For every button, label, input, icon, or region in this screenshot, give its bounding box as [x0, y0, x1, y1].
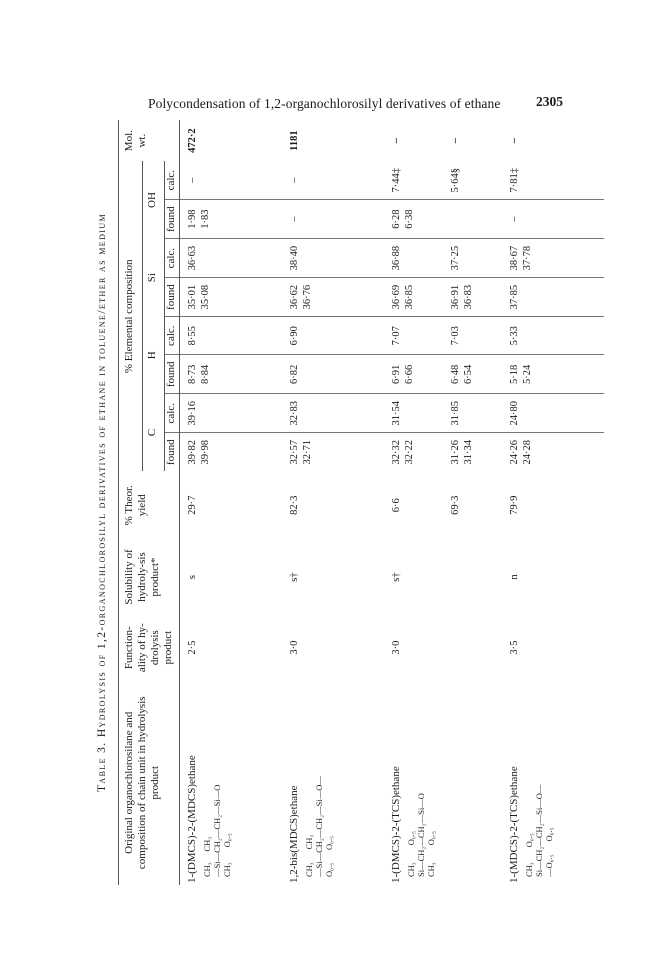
- header-functionality: Function-ality of hy-drolysis product: [119, 615, 180, 681]
- header-oh-found: found: [164, 200, 179, 239]
- table-row: [502, 120, 604, 885]
- c-found: 32·57 32·71: [289, 440, 313, 465]
- formula-o05: O₀.₅: [426, 831, 436, 846]
- header-si-found: found: [164, 278, 179, 317]
- si-found: 37·85: [502, 278, 604, 317]
- compound-name: 1-(MDCS)-2-(TCS)ethane: [508, 766, 520, 883]
- solubility-value: s†: [391, 572, 402, 582]
- table-row: [180, 120, 283, 885]
- formula-si: Si: [534, 869, 544, 877]
- solubility-value: n: [509, 574, 520, 580]
- formula-structure: CH₃ CH₃ —Si—CH₂—CH₂—Si—O— O₀.₅ O₀.₅: [304, 776, 334, 877]
- yield-value: 82·3: [289, 495, 300, 515]
- formula-si: Si: [314, 799, 324, 807]
- header-c-found: found: [164, 433, 179, 472]
- functionality-value: 3·0: [391, 640, 402, 655]
- h-found: 6·91 6·66: [384, 355, 443, 394]
- solubility-value: s: [187, 574, 198, 580]
- mol-wt: –: [450, 138, 461, 144]
- oh-found: [443, 200, 502, 239]
- formula-si: Si: [534, 807, 544, 815]
- c-calc: 39·16: [180, 394, 283, 433]
- h-found: 8·73 8·84: [180, 355, 283, 394]
- formula-o05: O₀.₅: [406, 831, 416, 846]
- si-calc: 37·25: [443, 239, 502, 278]
- table-caption: Table 3. Hydrolysis of 1,2-organochlorosilyl derivatives of ethane in toluene/ether as medium: [96, 212, 108, 793]
- c-calc: 31·85: [443, 394, 502, 433]
- formula-ch2: CH₂: [534, 823, 544, 839]
- oh-calc: 7·44‡: [384, 161, 443, 199]
- header-h-calc: calc.: [164, 317, 179, 355]
- formula-ch2: CH₂: [212, 814, 222, 830]
- formula-ch3: CH₃: [202, 862, 212, 877]
- formula-o05: O₀.₅: [222, 833, 232, 848]
- c-found: 32·32 32·22: [391, 440, 415, 465]
- yield-value: 69·3: [450, 495, 461, 515]
- header-oh: OH: [142, 161, 164, 238]
- compound-name: 1-(DMCS)-2-(MDCS)ethane: [186, 755, 198, 883]
- si-found: 36·69 36·85: [384, 278, 443, 317]
- page-number: 2305: [536, 94, 563, 109]
- c-calc: 24·80: [502, 394, 604, 433]
- c-found: 39·82 39·98: [187, 440, 211, 465]
- c-found: 24·26 24·28: [509, 440, 533, 465]
- header-si: Si: [142, 239, 164, 317]
- header-compound: Original organochlorosilane and composition of chain unit in hydrolysis product: [119, 681, 180, 885]
- compound-name: 1-(DMCS)-2-(TCS)ethane: [390, 766, 402, 883]
- si-calc: 36·88: [384, 239, 443, 278]
- oh-found: 6·28 6·38: [384, 200, 443, 239]
- formula-o05: O₀.₅: [324, 835, 334, 851]
- h-calc: 7·03: [443, 317, 502, 355]
- formula-ch3: CH₃: [304, 834, 314, 850]
- formula-ch3: CH₃: [426, 862, 436, 877]
- running-title: Polycondensation of 1,2-organochlorosilyl derivatives of ethane: [148, 96, 501, 111]
- formula-ch2: CH₂: [416, 823, 426, 839]
- formula-ch2: CH₂: [416, 846, 426, 862]
- functionality-value: 3·0: [289, 640, 300, 655]
- formula-ch3: CH₃: [222, 862, 232, 877]
- formula-si: Si: [212, 861, 222, 869]
- oh-calc: –: [180, 161, 283, 199]
- yield-value: 79·9: [509, 495, 520, 515]
- oh-found: –: [282, 200, 384, 239]
- hydrolysis-table: [118, 120, 604, 885]
- header-h: H: [142, 317, 164, 394]
- formula-o05: O₀.₅: [544, 854, 554, 869]
- formula-ch3: CH₃: [202, 836, 212, 852]
- si-calc: 38·67 37·78: [502, 239, 604, 278]
- formula-ch2: CH₂: [212, 838, 222, 853]
- h-calc: 5·33: [502, 317, 604, 355]
- header-c: C: [142, 394, 164, 471]
- header-si-calc: calc.: [164, 239, 179, 278]
- oh-calc: 5·64§: [443, 161, 502, 199]
- formula-ch2: CH₂: [314, 814, 324, 830]
- formula-si: Si: [416, 807, 426, 815]
- formula-ch3: CH₃: [524, 862, 534, 877]
- formula-structure: CH₃ O₀.₅ Si—CH₂—CH₂—Si—O— —O₀.₅ O₀.₅: [524, 784, 554, 877]
- formula-ch3: CH₃: [406, 862, 416, 877]
- formula-si: Si: [314, 861, 324, 869]
- rotated-table: [96, 120, 566, 885]
- mol-wt: –: [509, 138, 520, 144]
- formula-ch3: CH₃: [304, 862, 314, 877]
- compound-name: 1,2-bis(MDCS)ethane: [288, 785, 300, 883]
- yield-value: 29·7: [187, 495, 198, 515]
- header-yield: % Theor. yield: [119, 471, 180, 539]
- formula-ch2: CH₂: [534, 846, 544, 862]
- oh-found: –: [502, 200, 604, 239]
- h-calc: 8·55: [180, 317, 283, 355]
- si-calc: 36·63: [180, 239, 283, 278]
- functionality-value: 3·5: [509, 640, 520, 655]
- yield-value: 6·6: [391, 498, 402, 513]
- functionality-value: 2·5: [187, 640, 198, 655]
- h-found: 6·48 6·54: [443, 355, 502, 394]
- c-calc: 31·54: [384, 394, 443, 433]
- header-h-found: found: [164, 355, 179, 394]
- oh-calc: 7·81‡: [502, 161, 604, 199]
- header-c-calc: calc.: [164, 394, 179, 433]
- table-row: [282, 120, 384, 885]
- formula-ch2: CH₂: [314, 838, 324, 853]
- formula-o05: O₀.₅: [544, 827, 554, 842]
- formula-o05: O₀.₅: [524, 833, 534, 848]
- c-calc: 32·83: [282, 394, 384, 433]
- mol-wt: 472·2: [187, 128, 198, 153]
- header-oh-calc: calc.: [164, 161, 179, 199]
- header-mol-wt: Mol. wt.: [119, 120, 180, 161]
- header-elemental: % Elemental composition: [119, 161, 143, 471]
- h-found: 6·82: [282, 355, 384, 394]
- formula-structure: CH₃ CH₃ —Si—CH₂—CH₂—Si—O CH₃ O₀.₅: [202, 784, 232, 877]
- si-found: 36·91 36·83: [443, 278, 502, 317]
- si-found: 36·62 36·76: [282, 278, 384, 317]
- oh-calc: –: [282, 161, 384, 199]
- oh-found: 1·98 1·83: [180, 200, 283, 239]
- solubility-value: s†: [289, 572, 300, 582]
- si-calc: 38·40: [282, 239, 384, 278]
- mol-wt: 1181: [289, 130, 300, 151]
- h-calc: 6·90: [282, 317, 384, 355]
- formula-si: Si: [416, 869, 426, 877]
- formula-o05: O₀.₅: [324, 862, 334, 877]
- si-found: 35·01 35·08: [180, 278, 283, 317]
- mol-wt: –: [391, 138, 402, 144]
- c-found: 31·26 31·34: [450, 440, 474, 465]
- formula-structure: CH₃ O₀.₅ Si—CH₂—CH₂—Si—O CH₃ O₀.₅: [406, 793, 436, 877]
- table-row: [384, 120, 443, 885]
- h-found: 5·18 5·24: [502, 355, 604, 394]
- header-solubility: Solubility of hydroly-sis product*: [119, 539, 180, 615]
- formula-si: Si: [212, 799, 222, 807]
- h-calc: 7·07: [384, 317, 443, 355]
